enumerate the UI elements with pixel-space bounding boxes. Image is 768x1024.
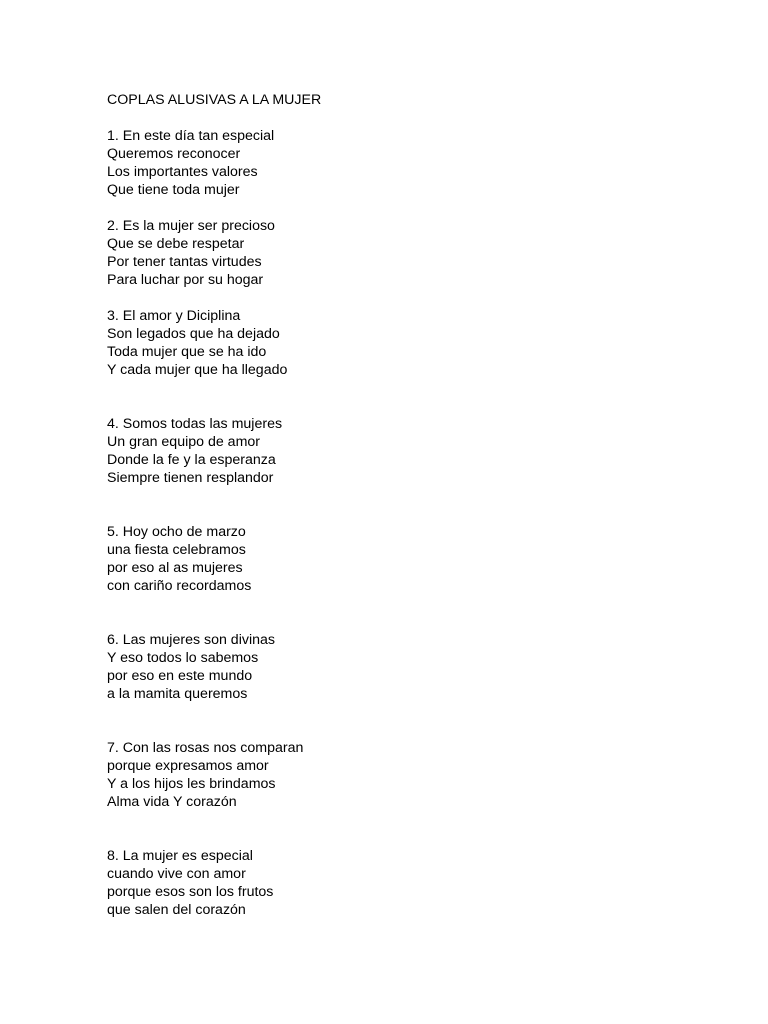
stanza-gap (107, 595, 707, 631)
stanza-line: 4. Somos todas las mujeres (107, 416, 283, 432)
stanza-line: Toda mujer que se ha ido (107, 344, 267, 360)
stanza-line: Y eso todos lo sabemos (107, 650, 259, 666)
stanza-line: 1. En este día tan especial (107, 128, 275, 144)
stanza-7 (107, 739, 707, 811)
stanza-line: Para luchar por su hogar (107, 272, 264, 288)
stanza-1 (107, 127, 707, 199)
stanza-line: 8. La mujer es especial (107, 848, 253, 864)
stanza-line: 3. El amor y Diciplina (107, 308, 241, 324)
stanza-line: Queremos reconocer (107, 146, 241, 162)
stanza-line: por eso en este mundo (107, 668, 253, 684)
stanza-line: Y cada mujer que ha llegado (107, 362, 288, 378)
stanza-line: 7. Con las rosas nos comparan (107, 740, 304, 756)
stanza-2 (107, 217, 707, 289)
stanza-5 (107, 523, 707, 595)
stanza-line: porque expresamos amor (107, 758, 269, 774)
stanza-gap (107, 487, 707, 523)
stanza-gap (107, 703, 707, 739)
stanza-gap (107, 811, 707, 847)
stanza-line: una fiesta celebramos (107, 542, 246, 558)
stanza-line: Que se debe respetar (107, 236, 245, 252)
document-title: COPLAS ALUSIVAS A LA MUJER (107, 92, 322, 108)
stanza-line: a la mamita queremos (107, 686, 248, 702)
stanza-4 (107, 415, 707, 487)
stanza-line: 6. Las mujeres son divinas (107, 632, 275, 648)
stanza-line: Siempre tienen resplandor (107, 470, 274, 486)
stanza-line: Por tener tantas virtudes (107, 254, 262, 270)
stanza-line: 2. Es la mujer ser precioso (107, 218, 275, 234)
stanza-line: Alma vida Y corazón (107, 794, 237, 810)
stanza-line: cuando vive con amor (107, 866, 246, 882)
stanza-8 (107, 847, 707, 919)
stanza-line: Los importantes valores (107, 164, 258, 180)
stanza-line: Un gran equipo de amor (107, 434, 261, 450)
stanza-line: Son legados que ha dejado (107, 326, 280, 342)
stanza-line: 5. Hoy ocho de marzo (107, 524, 246, 540)
stanza-line: que salen del corazón (107, 902, 246, 918)
stanza-gap (107, 379, 707, 415)
stanza-line: porque esos son los frutos (107, 884, 274, 900)
document-page (107, 91, 707, 919)
stanza-gap (107, 289, 707, 307)
stanza-line: con cariño recordamos (107, 578, 252, 594)
stanza-gap (107, 199, 707, 217)
stanza-6 (107, 631, 707, 703)
stanza-line: Y a los hijos les brindamos (107, 776, 276, 792)
stanza-line: por eso al as mujeres (107, 560, 243, 576)
stanza-line: Que tiene toda mujer (107, 182, 240, 198)
stanza-line: Donde la fe y la esperanza (107, 452, 276, 468)
stanza-3 (107, 307, 707, 379)
